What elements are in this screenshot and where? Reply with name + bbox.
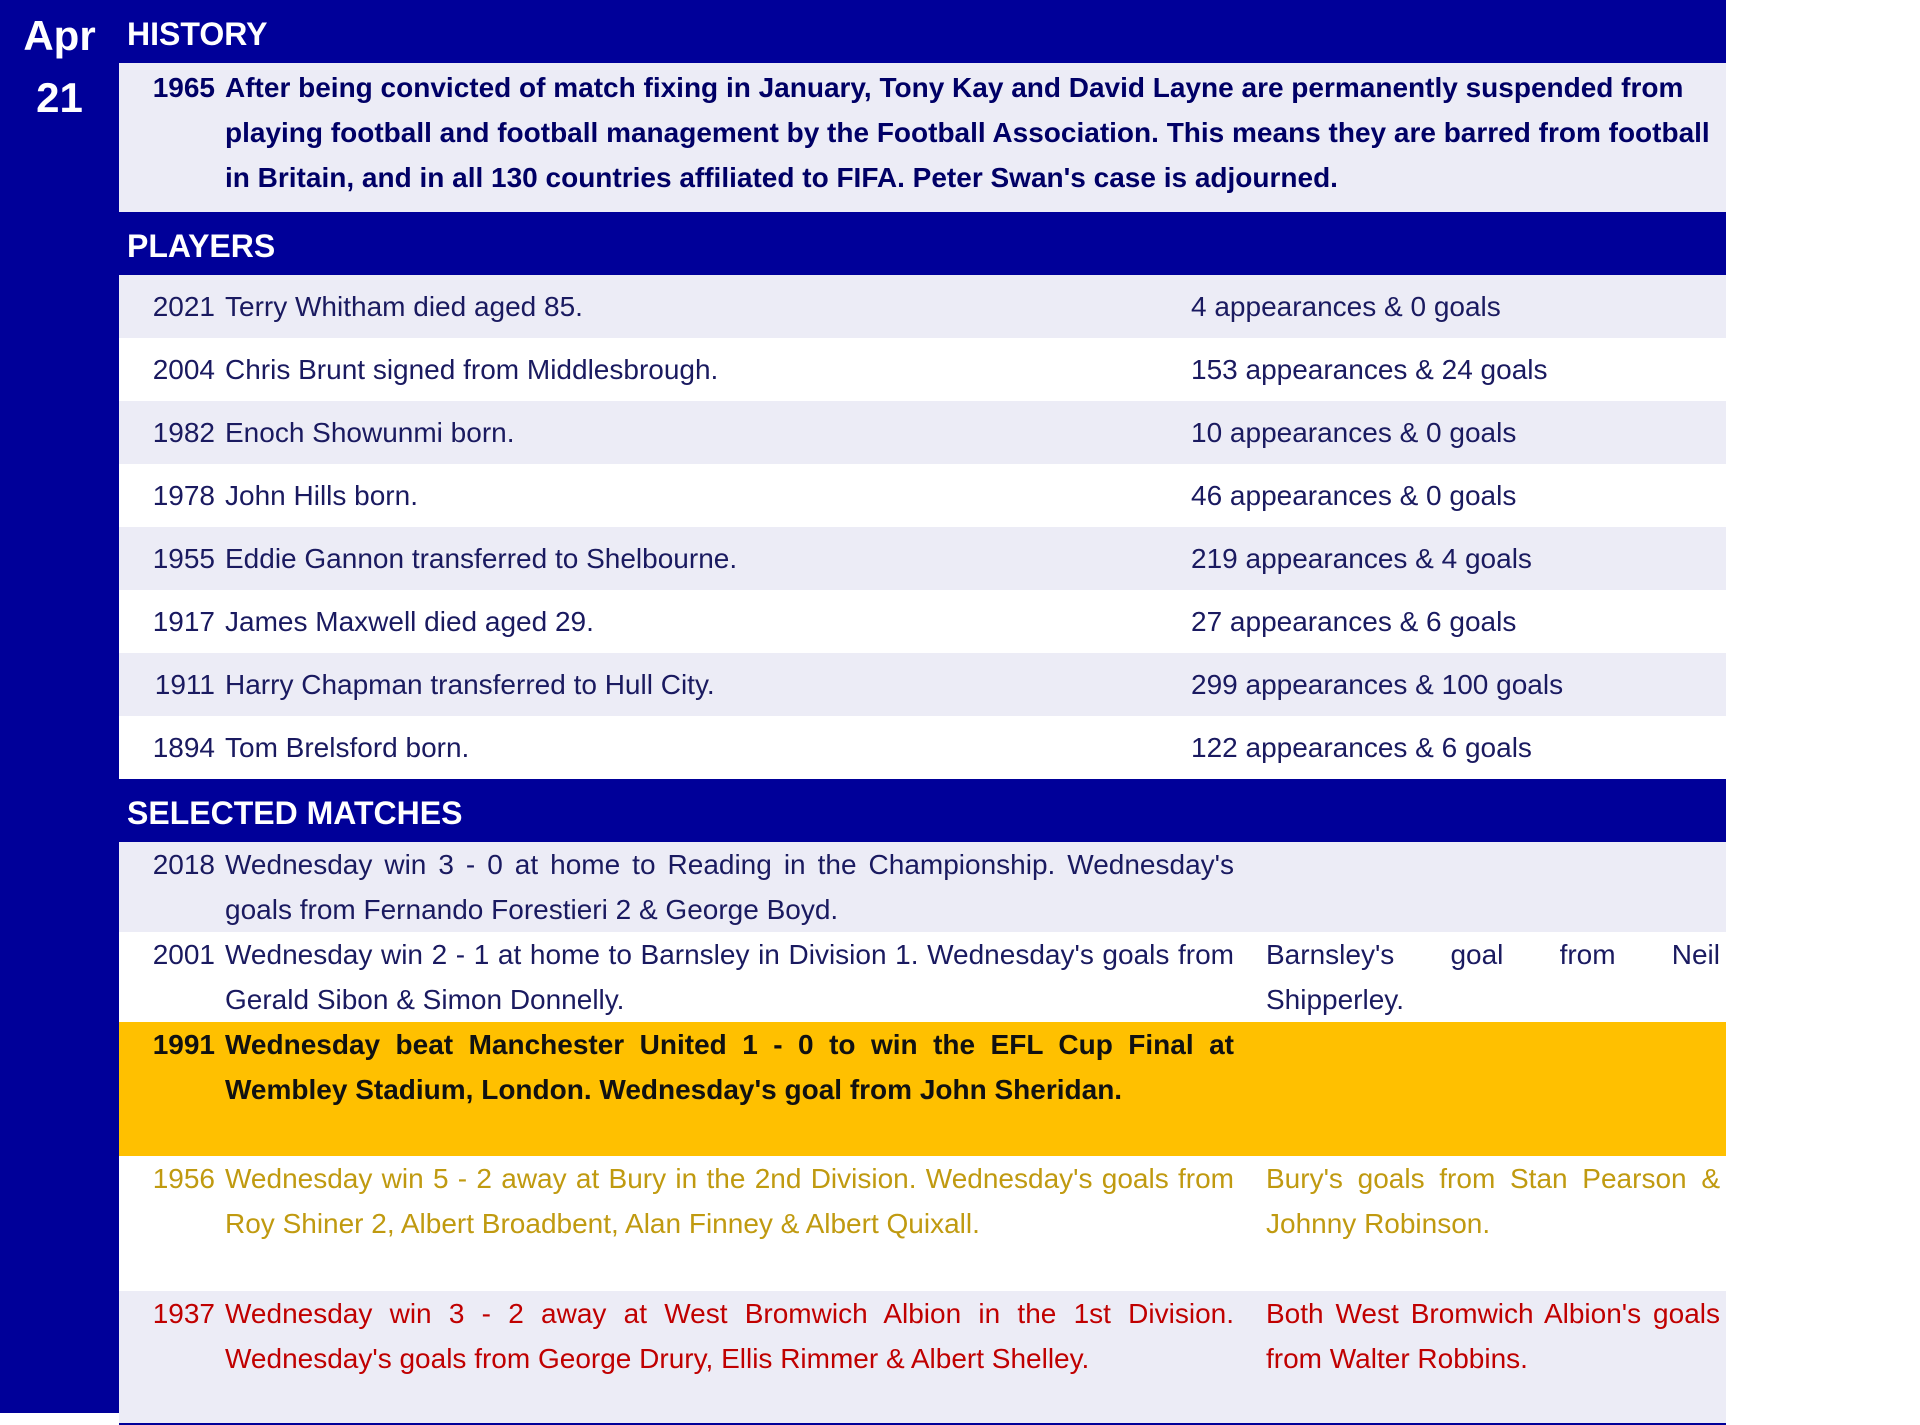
match-opponent-goals: Barnsley's goal from Neil Shipperley. [1266, 939, 1720, 1015]
match-year: 1956 [152, 1163, 215, 1194]
players-header: PLAYERS [119, 212, 1726, 275]
player-year: 1982 [152, 417, 215, 448]
player-text: Eddie Gannon transferred to Shelbourne. [225, 543, 738, 574]
player-text: Harry Chapman transferred to Hull City. [225, 669, 715, 700]
match-text: Wednesday win 3 - 0 at home to Reading in the Championship. Wednesday's goals from Fernando Forestieri 2 & George Boyd. [225, 849, 1234, 925]
main-content [119, 0, 1726, 1425]
match-row [119, 932, 1726, 1022]
match-text: Wednesday beat Manchester United 1 - 0 to win the EFL Cup Final at Wembley Stadium, London. Wednesday's goal from John Sheridan. [225, 1029, 1234, 1105]
player-text: Chris Brunt signed from Middlesbrough. [225, 354, 719, 385]
match-year: 2001 [152, 939, 215, 970]
match-row [119, 842, 1726, 932]
matches-header: SELECTED MATCHES [119, 779, 1726, 842]
match-year: 1937 [152, 1298, 215, 1329]
player-row [119, 653, 1726, 716]
match-year: 1991 [152, 1029, 215, 1060]
match-row-highlight [119, 1022, 1726, 1156]
player-year: 1917 [152, 606, 215, 637]
player-row [119, 401, 1726, 464]
match-text: Wednesday win 5 - 2 away at Bury in the 2nd Division. Wednesday's goals from Roy Shiner 2, Albert Broadbent, Alan Finney & Albert Quixall. [225, 1163, 1234, 1239]
player-year: 2004 [152, 354, 215, 385]
player-text: Terry Whitham died aged 85. [225, 291, 583, 322]
date-month: Apr [23, 12, 96, 59]
player-stats: 4 appearances & 0 goals [1191, 291, 1501, 322]
history-row [119, 63, 1726, 212]
match-opponent-goals [1266, 842, 1726, 932]
player-year: 1894 [152, 732, 215, 763]
player-year: 1955 [152, 543, 215, 574]
date-sidebar [0, 0, 119, 1413]
match-opponent-goals: Both West Bromwich Albion's goals from Walter Robbins. [1266, 1298, 1720, 1374]
match-opponent-goals [1266, 1022, 1726, 1156]
player-stats: 153 appearances & 24 goals [1191, 354, 1548, 385]
player-stats: 299 appearances & 100 goals [1191, 669, 1564, 700]
player-stats: 10 appearances & 0 goals [1191, 417, 1517, 448]
history-text: After being convicted of match fixing in January, Tony Kay and David Layne are permanently suspended from playing football and football management by the Football Association. This means they are barred from football in Britain, and in all 130 countries affiliated to FIFA. Peter Swan's case is adjourned. [225, 72, 1710, 193]
player-stats: 219 appearances & 4 goals [1191, 543, 1532, 574]
match-text: Wednesday win 2 - 1 at home to Barnsley in Division 1. Wednesday's goals from Gerald Sibon & Simon Donnelly. [225, 939, 1234, 1015]
player-year: 1978 [152, 480, 215, 511]
player-row [119, 464, 1726, 527]
match-row [119, 1156, 1726, 1291]
match-row [119, 1291, 1726, 1425]
match-year: 2018 [152, 849, 215, 880]
player-row [119, 590, 1726, 653]
player-row [119, 275, 1726, 338]
date-day: 21 [36, 74, 83, 121]
player-text: James Maxwell died aged 29. [225, 606, 594, 637]
history-year: 1965 [152, 72, 215, 103]
player-text: Tom Brelsford born. [225, 732, 470, 763]
player-stats: 122 appearances & 6 goals [1191, 732, 1532, 763]
player-text: John Hills born. [225, 480, 418, 511]
player-row [119, 527, 1726, 590]
player-year: 1911 [154, 669, 215, 700]
player-stats: 46 appearances & 0 goals [1191, 480, 1517, 511]
match-text: Wednesday win 3 - 2 away at West Bromwich Albion in the 1st Division. Wednesday's goals from George Drury, Ellis Rimmer & Albert Shelley. [225, 1298, 1234, 1374]
player-stats: 27 appearances & 6 goals [1191, 606, 1517, 637]
player-year: 2021 [152, 291, 215, 322]
match-opponent-goals: Bury's goals from Stan Pearson & Johnny Robinson. [1266, 1163, 1720, 1239]
player-row [119, 716, 1726, 779]
player-row [119, 338, 1726, 401]
player-text: Enoch Showunmi born. [225, 417, 515, 448]
history-header: HISTORY [119, 0, 1726, 63]
